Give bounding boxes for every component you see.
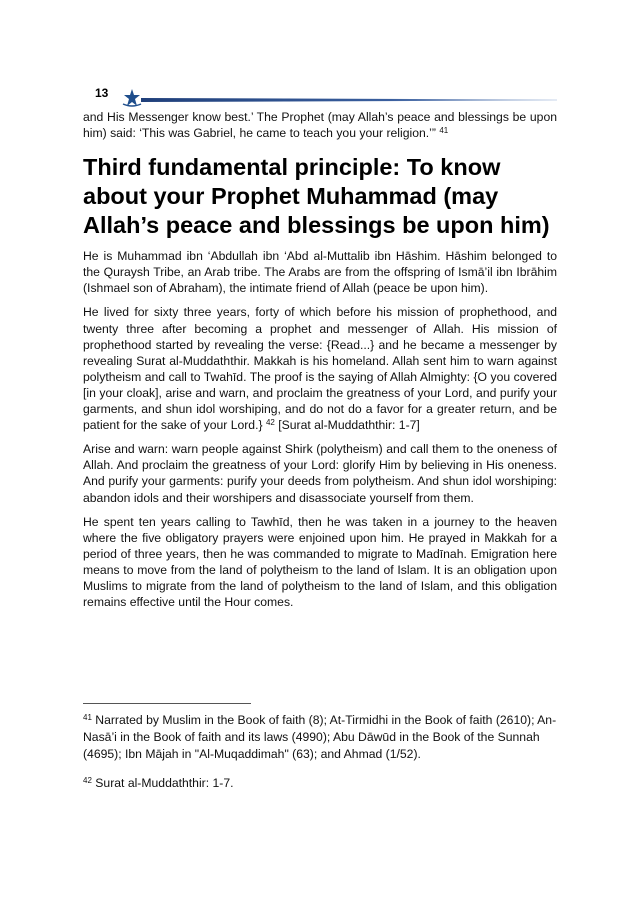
mission-text: He lived for sixty three years, forty of which before his mission of prophethood, and twenty three after becoming a prophet and messenger of Allah. His mission of prophethood started by revealing the verse: {Read...} and he became a messenger by revealing Surat al-Muddaththir. Makkah is his homeland. Allah sent him to warn against polytheism and call to Twahīd. The proof is the saying of Allah Almighty: {O you covered [in your cloak], arise and warn, and proclaim the greatness of your Lord, and purify your garments, and shun idol worshiping, and do not do a favor for a greater return, and be patient for the sake of your Lord.} — [83, 305, 557, 433]
page-body — [83, 109, 557, 618]
migration-paragraph: He spent ten years calling to Tawhīd, then he was taken in a journey to the heaven where the five obligatory prayers were enjoined upon him. He prayed in Makkah for a period of three years, then he was commanded to migrate to Madīnah. Emigration here means to move from the land of polytheism to the land of Islam. It is an obligation upon Muslims to migrate from the land of polytheism to the land of Islam, and this obligation remains effective until the Hour comes. — [83, 514, 557, 610]
footnote-divider — [83, 703, 251, 704]
explanation-paragraph: Arise and warn: warn people against Shirk (polytheism) and call them to the oneness of Allah. And proclaim the greatness of your Lord: glorify Him by believing in His oneness. And purify your garments: purify your deeds from polytheism. And shun idol worshiping: abandon idols and their worshipers and disassociate yourself from them. — [83, 442, 557, 505]
surah-citation: [Surat al-Muddaththir: 1-7] — [278, 418, 420, 433]
page-number: 13 — [95, 86, 109, 100]
footnote-ref-41: 41 — [439, 126, 449, 136]
lineage-paragraph: He is Muhammad ibn ‘Abdullah ibn ‘Abd al-Muttalib ibn Hāshim. Hāshim belonged to the Quraysh Tribe, an Arab tribe. The Arabs are from the offspring of Ismā’il ibn Ibrāhim (Ishmael son of Abraham), the intimate friend of Allah (peace be upon him). — [83, 249, 557, 296]
header-divider — [141, 97, 557, 103]
footnote-ref-42: 42 — [265, 418, 275, 428]
intro-text: and His Messenger know best.’ The Prophet (may Allah’s peace and blessings be upon him) said: ‘This was Gabriel, he came to teach you your religion.’” — [83, 110, 557, 141]
footnote-text: Surat al-Muddaththir: 1-7. — [95, 776, 234, 790]
footnote-number: 41 — [83, 713, 92, 722]
footnote-42 — [83, 775, 557, 792]
footnote-41 — [83, 712, 557, 763]
intro-paragraph — [83, 109, 557, 141]
footnote-text: Narrated by Muslim in the Book of faith (8); At-Tirmidhi in the Book of faith (2610); An-Nasā’i in the Book of faith and its laws (4990); Abu Dāwūd in the Book of the Sunnah (4695); Ibn Mājah in "Al-Muqaddimah" (63); and Ahmad (1/52). — [83, 713, 557, 761]
footnote-number: 42 — [83, 776, 92, 785]
star-logo-icon — [121, 89, 143, 107]
section-heading: Third fundamental principle: To know about your Prophet Muhammad (may Allah’s peace and blessings be upon him) — [83, 154, 550, 239]
mission-paragraph — [83, 304, 557, 433]
footnotes — [83, 712, 557, 804]
